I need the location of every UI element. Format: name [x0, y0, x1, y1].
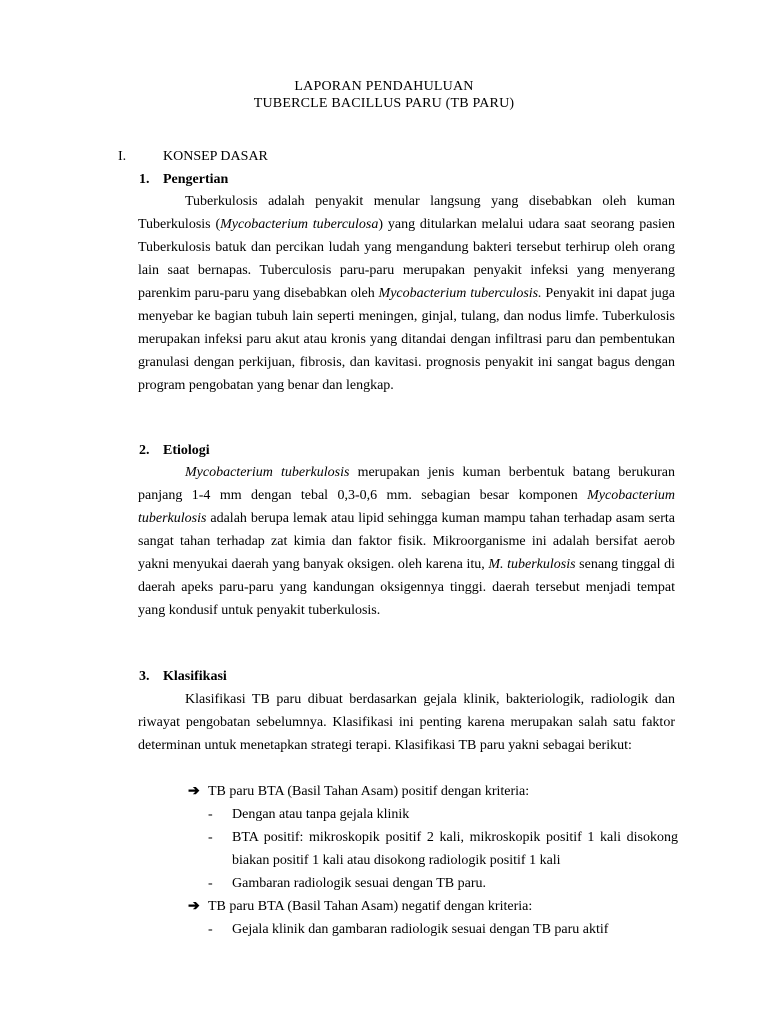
subsection-3-number: 3.	[139, 669, 150, 684]
dash-bullet: -	[208, 876, 213, 891]
p1-text-a: Tuberkulosis adalah penyakit menular langsung yang disebabkan oleh kuman Tuberkulosis (	[138, 194, 675, 232]
subsection-2-title: Etiologi	[163, 443, 210, 458]
p1-text-e: Penyakit ini dapat juga menyebar ke bagian tubuh lain seperti meningen, ginjal, tulang, dan nodus limfe. Tuberkulosis merupakan infeksi paru akut atau kronis yang ditandai dengan infiltrasi paru dan pembentukan granulasi dengan perkijuan, fibrosis, dan kavitasi. prognosis penyakit ini sangat bagus dengan program pengobatan yang benar dan lengkap.	[138, 286, 675, 393]
subsection-2-number: 2.	[139, 443, 150, 458]
p2-text-f: senang tinggal di daerah apeks paru-paru yang kandungan oksigennya tinggi. daerah tersebut menjadi tempat yang kondusif untuk penyakit tuberkulosis.	[138, 557, 675, 618]
arrow-item-1-text: TB paru BTA (Basil Tahan Asam) positif dengan kriteria:	[208, 784, 530, 799]
dash-item-2-text: BTA positif: mikroskopik positif 2 kali, mikroskopik positif 1 kali disokong biakan positif 1 kali atau disokong radiologik positif 1 kali	[232, 830, 678, 868]
p2-text-d: adalah berupa lemak atau lipid sehingga kuman mampu tahan terhadap asam serta sangat tahan terhadap zat kimia dan faktor fisik. Mikroorganisme ini adalah bersifat aerob yakni menyukai daerah yang banyak oksigen. oleh karena itu,	[138, 511, 675, 572]
p2-italic-e: M. tuberkulosis	[488, 557, 576, 572]
arrow-list-item-2	[188, 895, 678, 918]
p2-text-b: merupakan jenis kuman berbentuk batang berukuran panjang 1-4 mm dengan tebal 0,3-0,6 mm. sebagian besar komponen	[138, 465, 676, 503]
arrow-right-icon: ➔	[188, 899, 200, 914]
dash-bullet: -	[208, 922, 213, 937]
arrow-item-2-text: TB paru BTA (Basil Tahan Asam) negatif dengan kriteria:	[208, 899, 533, 914]
dash-item-1-text: Dengan atau tanpa gejala klinik	[232, 807, 410, 822]
arrow-right-icon: ➔	[188, 784, 200, 799]
p1-italic-d: Mycobacterium tuberculosis.	[378, 286, 542, 301]
section-title: KONSEP DASAR	[163, 149, 268, 164]
subsection-1-number: 1.	[139, 172, 150, 187]
dash-bullet: -	[208, 830, 213, 845]
dash-list-item-1	[208, 803, 678, 826]
arrow-list-item-1	[188, 780, 678, 803]
dash-item-3-text: Gambaran radiologik sesuai dengan TB paru.	[232, 876, 487, 891]
p1-text-c: ) yang ditularkan melalui udara saat seorang pasien Tuberkulosis batuk dan percikan ludah yang mengandung bakteri tersebut terhirup oleh orang lain saat bernapas. Tuberculosis paru-paru merupakan penyakit infeksi yang menyerang parenkim paru-paru yang disebabkan oleh	[138, 217, 675, 301]
subsection-1-title: Pengertian	[163, 172, 229, 187]
p2-italic-c: Mycobacterium tuberkulosis	[138, 488, 675, 526]
p2-italic-a: Mycobacterium tuberkulosis	[185, 465, 350, 480]
dash-bullet: -	[208, 807, 213, 822]
dash-list-item-2	[208, 826, 678, 872]
title-line-2: TUBERCLE BACILLUS PARU (TB PARU)	[253, 96, 515, 111]
paragraph-klasifikasi: Klasifikasi TB paru dibuat berdasarkan gejala klinik, bakteriologik, radiologik dan riwayat pengobatan sebelumnya. Klasifikasi ini penting karena merupakan salah satu faktor determinan untuk menetapkan strategi terapi. Klasifikasi TB paru yakni sebagai berikut:	[138, 692, 675, 753]
title-line-1: LAPORAN PENDAHULUAN	[294, 79, 474, 94]
subsection-3-title: Klasifikasi	[163, 669, 227, 684]
dash-list-item-3	[208, 872, 678, 895]
section-number: I.	[118, 149, 127, 164]
paragraph-etiologi	[138, 461, 675, 622]
dash-item-4-text: Gejala klinik dan gambaran radiologik sesuai dengan TB paru aktif	[232, 922, 609, 937]
paragraph-pengertian	[138, 190, 675, 397]
dash-list-item-4	[208, 918, 678, 941]
p1-italic-b: Mycobacterium tuberculosa	[220, 217, 379, 232]
